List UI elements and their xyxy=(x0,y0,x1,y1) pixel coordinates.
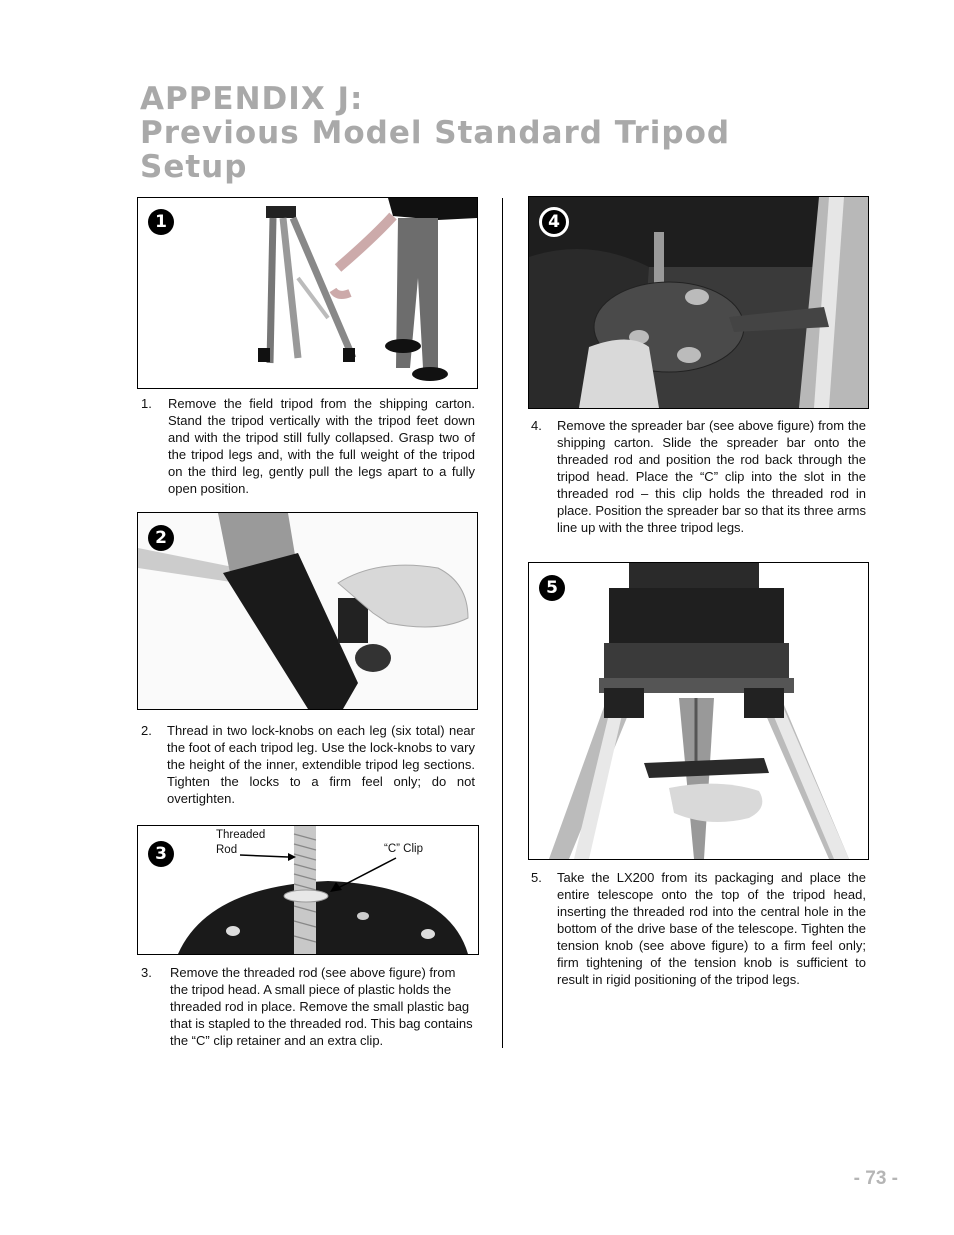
title-line-2: Previous Model Standard Tripod xyxy=(140,115,731,151)
figure-3-badge: 3 xyxy=(148,841,174,867)
page-number: - 73 - xyxy=(853,1168,898,1189)
callout-threaded-rod xyxy=(216,828,265,858)
callout-threaded-rod-line1: Threaded xyxy=(216,829,266,841)
step-4 xyxy=(531,417,866,536)
page-title xyxy=(140,82,840,184)
step-1-number: 1. xyxy=(141,396,152,411)
step-5-text: Take the LX200 from its packaging and place the entire telescope onto the top of the tripod head, inserting the threaded rod into the central hole in the bottom of the drive base of the telescope. Tighten the tension knob (see above figure) to a firm feel only; firm tightening of the tension knob is sufficient to result in rigid positioning of the tripod legs. xyxy=(557,870,866,987)
step-2 xyxy=(141,722,475,807)
step-5 xyxy=(531,869,866,988)
telescope-on-tripod-illustration xyxy=(529,563,868,859)
title-line-1: APPENDIX J: xyxy=(140,81,364,117)
figure-2-badge: 2 xyxy=(148,525,174,551)
threaded-rod-illustration xyxy=(138,826,478,954)
column-divider xyxy=(502,198,503,1048)
step-4-number: 4. xyxy=(531,418,542,433)
step-1-text: Remove the field tripod from the shipping carton. Stand the tripod vertically with the tripod feet down and with the tripod still fully collapsed. Grasp two of the tripod legs and, with the full weight of the tripod on the third leg, gently pull the legs apart to a fully open position. xyxy=(168,396,475,496)
title-line-3: Setup xyxy=(140,149,248,185)
callout-threaded-rod-line2: Rod xyxy=(216,844,238,856)
step-4-text: Remove the spreader bar (see above figure) from the shipping carton. Slide the spreader bar onto the threaded rod and position the rod back through the tripod head. Place the “C” clip into the slot in the threaded rod – this clip holds the threaded rod in place. Position the spreader bar so that its three arms line up with the three tripod legs. xyxy=(557,418,866,535)
step-1 xyxy=(141,395,475,497)
callout-c-clip: “C” Clip xyxy=(384,843,423,855)
step-2-text: Thread in two lock-knobs on each leg (six total) near the foot of each tripod leg. Use the lock-knobs to vary the height of the inner, extendible tripod leg sections. Tighten the locks to a firm feel only; do not overtighten. xyxy=(167,723,475,806)
figure-1-badge: 1 xyxy=(148,209,174,235)
figure-3-photo xyxy=(137,825,479,955)
spreader-bar-illustration xyxy=(529,197,868,408)
step-3-number: 3. xyxy=(141,965,152,980)
figure-2-photo xyxy=(137,512,478,710)
figure-4-photo xyxy=(528,196,869,409)
figure-5-photo xyxy=(528,562,869,860)
figure-4-badge: 4 xyxy=(539,207,569,237)
tripod-illustration-1 xyxy=(138,198,477,388)
step-3-text: Remove the threaded rod (see above figure) from the tripod head. A small piece of plastic holds the threaded rod in place. Remove the small plastic bag that is stapled to the threaded rod. This bag contains the “C” clip retainer and an extra clip. xyxy=(170,965,473,1048)
figure-1-photo xyxy=(137,197,478,389)
figure-5-badge: 5 xyxy=(539,575,565,601)
step-5-number: 5. xyxy=(531,870,542,885)
step-3 xyxy=(141,964,477,1049)
step-2-number: 2. xyxy=(141,723,152,738)
lock-knob-illustration xyxy=(138,513,477,709)
